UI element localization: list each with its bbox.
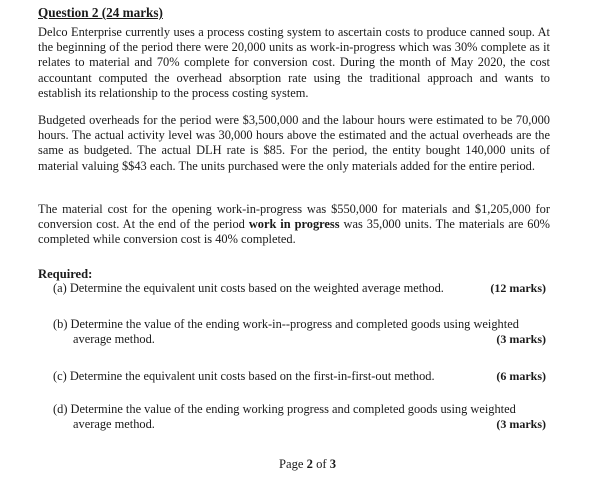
paragraph-background: Delco Enterprise currently uses a process costing system to ascertain costs to produce canned soup. At the beginning of the period there were 20,000 units as work-in-progress which was 30% complete as it relates to material and 70% complete for conversion cost. During the month of May 2020, the cost accountant computed the overhead absorption rate using the traditional approach and wants to establish its relationship to the process costing system.	[38, 25, 550, 100]
paragraph-opening-wip	[38, 202, 550, 248]
footer-middle: of	[312, 457, 330, 471]
question-d-text: (d) Determine the value of the ending working progress and completed goods using weighted	[53, 402, 516, 416]
question-item-b	[53, 317, 546, 347]
question-item-c	[53, 369, 546, 384]
footer-total-pages: 3	[329, 457, 337, 471]
question-b-text-cont: average method.	[73, 332, 155, 347]
question-b-text: (b) Determine the value of the ending work-in--progress and completed goods using weighted	[53, 317, 519, 331]
question-heading: Question 2 (24 marks)	[38, 5, 163, 20]
question-a-text: (a) Determine the equivalent unit costs based on the weighted average method.	[53, 281, 444, 295]
paragraph-opening-wip-bold: work in progress	[248, 217, 340, 232]
footer-prefix: Page	[278, 457, 307, 471]
question-item-d	[53, 402, 546, 432]
question-item-a	[53, 281, 546, 296]
paragraph-opening-wip-text-end: was 35,000 units. The materials are 60% completed while conversion cost is 40% completed.	[38, 217, 550, 247]
paragraph-overheads: Budgeted overheads for the period were $3,500,000 and the labour hours were estimated to be 70,000 hours. The actual activity level was 30,000 hours above the estimated and the actual overheads are the same as budgeted. The actual DLH rate is $85. For the period, the entity bought 140,000 units of material valuing $$43 each. The units purchased were the only materials added for the entire period.	[38, 113, 550, 173]
required-label: Required:	[38, 267, 93, 281]
question-c-text: (c) Determine the equivalent unit costs based on the first-in-first-out method.	[53, 369, 435, 383]
paragraph-opening-wip-text: The material cost for the opening work-in-progress was $550,000 for materials and $1,205,000 for conversion cost. At the end of the period	[38, 202, 550, 232]
question-b-marks: (3 marks)	[496, 332, 546, 347]
footer-current-page: 2	[306, 457, 313, 471]
question-a-marks: (12 marks)	[490, 281, 546, 295]
question-d-text-cont: average method.	[73, 417, 155, 432]
question-c-marks: (6 marks)	[496, 369, 546, 383]
page-number-footer	[0, 457, 615, 472]
question-d-marks: (3 marks)	[496, 417, 546, 432]
